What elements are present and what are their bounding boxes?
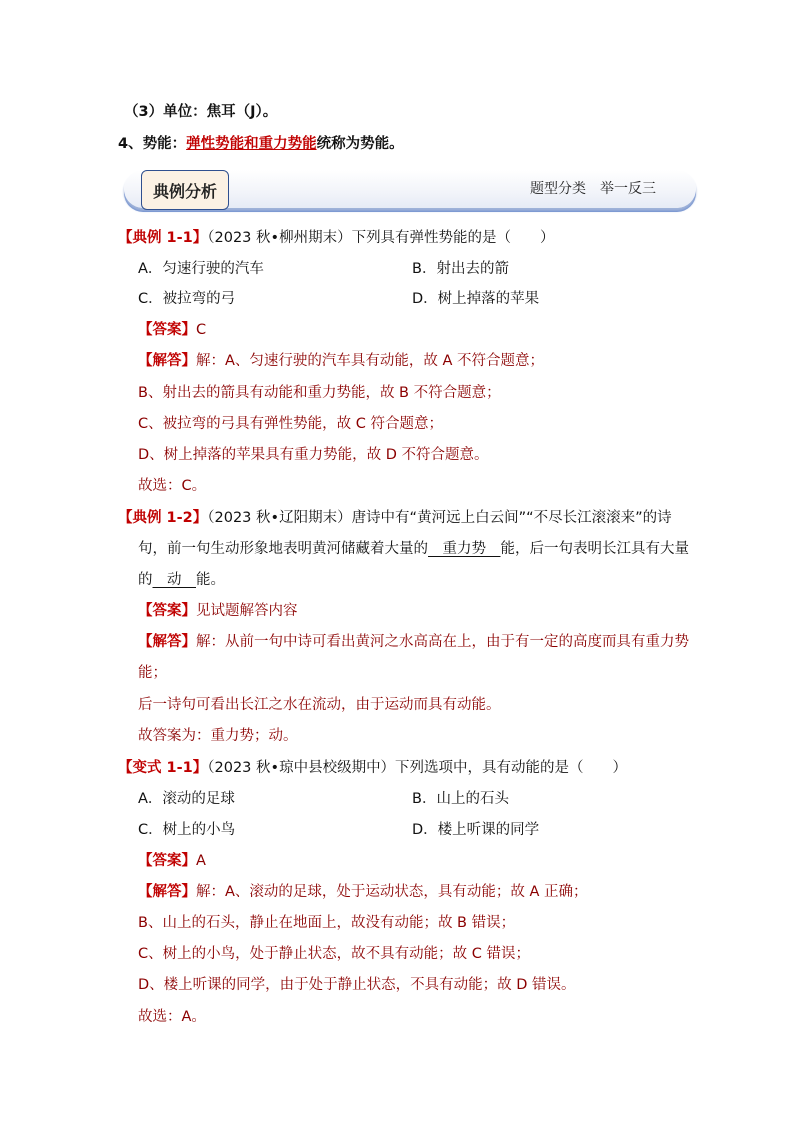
q2-analysis-2: 能；	[138, 665, 167, 681]
q1-analysis-4: D、树上掉落的苹果具有重力势能，故 D 不符合题意。	[138, 447, 489, 463]
q1-analysis-2: B、射出去的箭具有动能和重力势能，故 B 不符合题意；	[138, 385, 501, 401]
q3-tag: 【变式 1-1】	[118, 760, 208, 776]
q3-option-d: D．楼上听课的同学	[412, 822, 540, 838]
q2-stem-line-3	[138, 570, 225, 590]
q2-stem-2b: 能，后一句表明长江具有大量	[500, 541, 689, 557]
q3-option-c: C．树上的小鸟	[138, 822, 236, 838]
q2-stem-1: （2023 秋•辽阳期末）唐诗中有“黄河远上白云间”“不尽长江滚滚来”的诗	[207, 510, 672, 526]
q3-answer-line	[138, 851, 206, 871]
q2-answer-tag: 【答案】	[138, 603, 196, 619]
q2-stem-3a: 的	[138, 572, 153, 588]
q3-answer-tag: 【答案】	[138, 853, 196, 869]
q2-blank-2: 动	[152, 572, 196, 588]
q1-stem: （2023 秋•柳州期末）下列具有弹性势能的是（ ）	[207, 230, 555, 246]
q2-stem-line-2	[138, 539, 689, 559]
q3-analysis-4: D、楼上听课的同学，由于处于静止状态，不具有动能；故 D 错误。	[138, 977, 576, 993]
q1-answer: C	[196, 322, 207, 338]
q1-answer-line	[138, 320, 206, 340]
q2-stem-3b: 能。	[196, 572, 225, 588]
banner-tab-label: 典例分析	[141, 170, 229, 210]
q1-analysis-3: C、被拉弯的弓具有弹性势能，故 C 符合题意；	[138, 416, 443, 432]
potential-highlight: 弹性势能和重力势能	[186, 136, 317, 152]
q2-analysis-3: 后一诗句可看出长江之水在流动，由于运动而具有动能。	[138, 697, 501, 713]
q3-analysis-line-1	[138, 882, 588, 902]
q1-option-c: C．被拉弯的弓	[138, 291, 236, 307]
q2-analysis-tag: 【解答】	[138, 634, 196, 650]
q3-analysis-2: B、山上的石头，静止在地面上，故没有动能；故 B 错误；	[138, 915, 516, 931]
q3-option-b: B．山上的石头	[412, 791, 509, 807]
potential-prefix: 4、势能：	[118, 136, 187, 152]
q1-choose: 故选：C。	[138, 478, 207, 494]
unit-line: （3）单位：焦耳（J）。	[124, 104, 278, 120]
q1-stem-line	[118, 228, 555, 248]
q3-answer: A	[196, 853, 206, 869]
q2-tag: 【典例 1-2】	[118, 510, 208, 526]
q3-stem-line	[118, 758, 627, 778]
q1-analysis-line-1	[138, 351, 544, 371]
q3-analysis-1: 解：A、滚动的足球，处于运动状态，具有动能；故 A 正确；	[196, 884, 588, 900]
q2-analysis-1: 解：从前一句中诗可看出黄河之水高高在上，由于有一定的高度而具有重力势	[196, 634, 689, 650]
q1-tag: 【典例 1-1】	[118, 230, 208, 246]
potential-suffix: 统称为势能。	[316, 136, 404, 152]
q2-blank-1: 重力势	[428, 541, 501, 557]
q1-option-d: D．树上掉落的苹果	[412, 291, 540, 307]
q2-analysis-line-1	[138, 632, 689, 652]
q3-analysis-3: C、树上的小鸟，处于静止状态，故不具有动能；故 C 错误；	[138, 946, 530, 962]
banner-right-label: 题型分类 举一反三	[530, 181, 656, 197]
q3-choose: 故选：A。	[138, 1009, 206, 1025]
q3-stem: （2023 秋•琼中县校级期中）下列选项中，具有动能的是（ ）	[207, 760, 628, 776]
q1-answer-tag: 【答案】	[138, 322, 196, 338]
q2-final: 故答案为：重力势；动。	[138, 728, 298, 744]
q3-option-a: A．滚动的足球	[138, 791, 235, 807]
q1-analysis-tag: 【解答】	[138, 353, 196, 369]
q2-answer: 见试题解答内容	[196, 603, 298, 619]
q2-answer-line	[138, 601, 298, 621]
q1-option-b: B．射出去的箭	[412, 261, 509, 277]
q1-option-a: A．匀速行驶的汽车	[138, 261, 264, 277]
q1-analysis-1: 解：A、匀速行驶的汽车具有动能，故 A 不符合题意；	[196, 353, 545, 369]
q2-stem-2a: 句，前一句生动形象地表明黄河储藏着大量的	[138, 541, 428, 557]
potential-definition	[118, 134, 404, 154]
q3-analysis-tag: 【解答】	[138, 884, 196, 900]
q2-stem-line-1	[118, 508, 672, 528]
